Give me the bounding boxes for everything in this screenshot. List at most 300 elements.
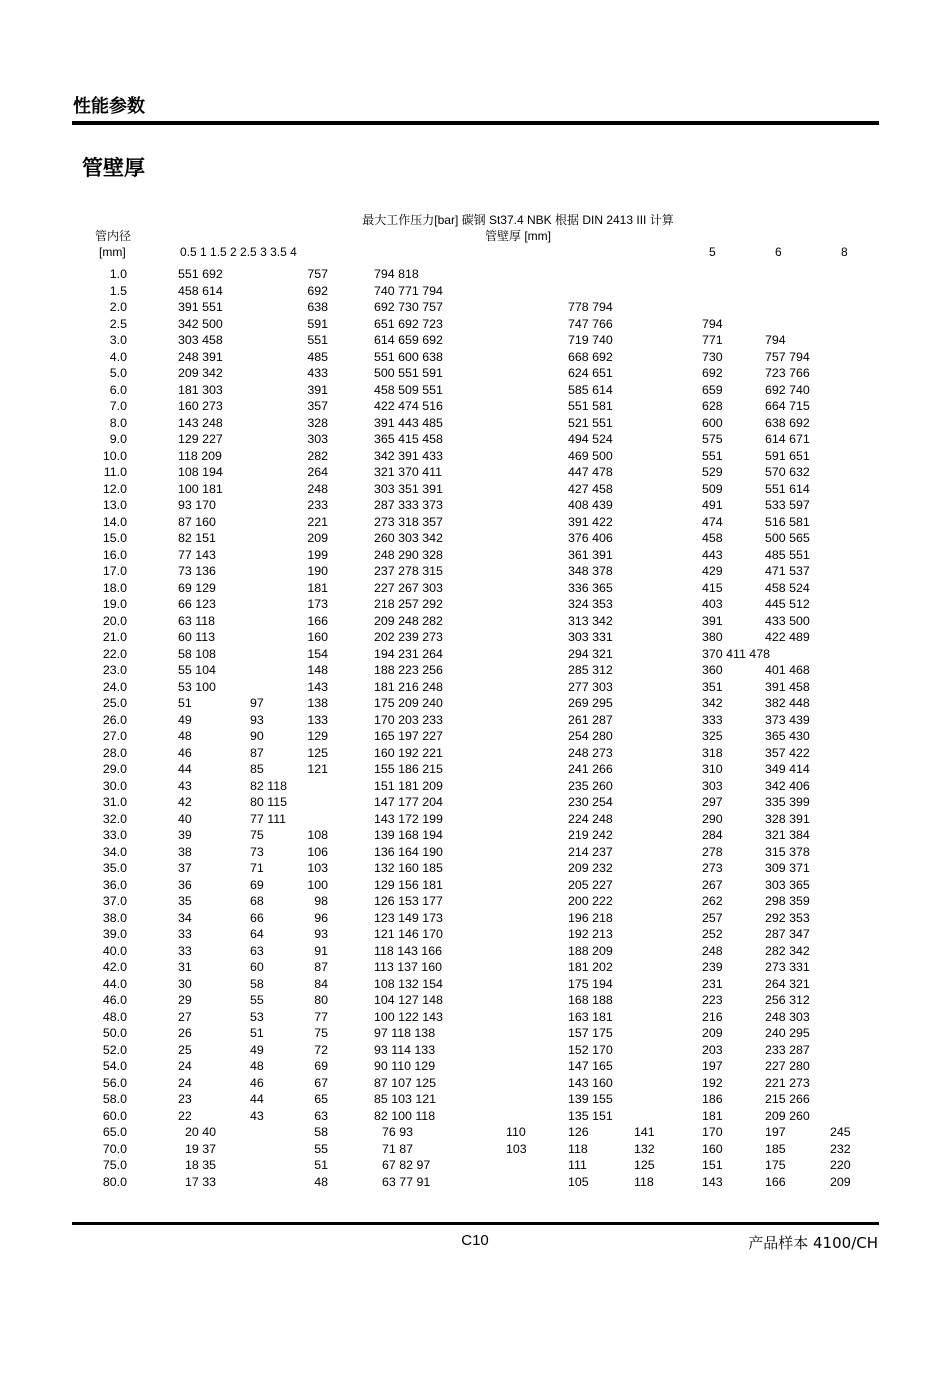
row-diameter-cell: 60.0 [102,1108,127,1123]
table-row [0,1157,950,1173]
pressure-cell: 188 223 256 [374,663,443,677]
pressure-cell: 77 143 [178,547,216,562]
table-row [0,596,950,612]
table-row [0,860,950,876]
pressure-cell: 77 111 [250,811,287,826]
row-diameter-cell: 40.0 [102,943,127,958]
row-diameter-cell: 28.0 [102,745,127,760]
pressure-cell: 17 33 [185,1174,217,1189]
pressure-cell: 58 [314,1125,328,1139]
pressure-cell: 143 [702,1174,723,1189]
pressure-cell: 100 181 [178,481,223,496]
table-row [0,1042,950,1058]
pressure-cell: 126 153 177 [374,894,443,908]
pressure-cell: 218 257 292 [374,597,443,611]
pressure-cell: 132 160 185 [374,861,443,875]
table-row [0,365,950,381]
pressure-cell: 219 242 [568,828,613,842]
table-row [0,1141,950,1157]
pressure-cell: 664 715 [765,399,810,413]
pressure-cell: 651 692 723 [374,316,443,331]
pressure-cell: 214 237 [568,844,613,859]
pressure-cell: 84 [314,976,328,991]
pressure-cell: 69 129 [178,580,216,595]
thickness-col-6: 6 [775,245,782,259]
row-diameter-cell: 20.0 [102,613,127,628]
table-row [0,844,950,860]
pressure-cell: 659 [702,382,723,397]
pressure-cell: 209 [702,1026,723,1040]
row-diameter-cell: 38.0 [102,910,127,925]
table-row [0,893,950,909]
top-rule [72,121,879,125]
pressure-cell: 152 170 [568,1042,613,1057]
row-diameter-cell: 35.0 [102,861,127,875]
pressure-cell: 192 [702,1075,723,1090]
pressure-cell: 103 [506,1141,527,1156]
pressure-cell: 71 87 [382,1141,414,1156]
row-diameter-cell: 7.0 [109,399,127,413]
table-row [0,580,950,596]
pressure-cell: 509 [702,481,723,496]
table-row [0,1108,950,1124]
pressure-cell: 139 168 194 [374,828,443,842]
pressure-cell: 224 248 [568,811,613,826]
pressure-cell: 66 [250,910,264,925]
pressure-cell: 73 136 [178,564,216,578]
pressure-cell: 794 [702,316,723,331]
pressure-cell: 391 443 485 [374,415,443,430]
bottom-rule [72,1222,879,1225]
pressure-cell: 458 [702,531,723,545]
section-title: 性能参数 [73,96,145,117]
pressure-cell: 529 [702,465,723,479]
pressure-cell: 188 209 [568,943,613,958]
pressure-cell: 34 [178,910,192,925]
pressure-cell: 269 295 [568,696,613,710]
table-row [0,547,950,563]
pressure-cell: 624 651 [568,366,613,380]
pressure-cell: 20 40 [185,1125,217,1139]
pressure-cell: 209 [830,1174,851,1189]
pressure-cell: 196 218 [568,910,613,925]
pressure-cell: 106 [307,844,328,859]
pressure-cell: 600 [702,415,723,430]
pressure-cell: 42 [178,795,192,809]
pressure-cell: 474 [702,514,723,529]
table-row [0,811,950,827]
pressure-cell: 160 273 [178,399,223,413]
row-diameter-cell: 16.0 [102,547,127,562]
pressure-cell: 143 160 [568,1075,613,1090]
pressure-cell: 614 671 [765,432,810,446]
pressure-cell: 33 [178,943,192,958]
row-diameter-cell: 5.0 [109,366,127,380]
row-diameter-cell: 1.5 [109,283,127,298]
pressure-cell: 227 280 [765,1059,810,1073]
table-row [0,976,950,992]
pressure-cell: 151 181 209 [374,778,443,793]
pressure-cell: 209 248 282 [374,613,443,628]
pressure-cell: 87 107 125 [374,1075,437,1090]
pressure-cell: 403 [702,597,723,611]
pressure-cell: 232 [830,1141,851,1156]
row-diameter-cell: 26.0 [102,712,127,727]
pressure-cell: 273 [702,861,723,875]
pressure-cell: 223 [702,993,723,1007]
pressure-cell: 324 353 [568,597,613,611]
row-diameter-cell: 50.0 [102,1026,127,1040]
pressure-cell: 190 [307,564,328,578]
pressure-cell: 181 202 [568,960,613,974]
row-diameter-cell: 54.0 [102,1059,127,1073]
pressure-cell: 227 267 303 [374,580,443,595]
pressure-cell: 273 331 [765,960,810,974]
table-row [0,316,950,332]
pressure-cell: 181 [702,1108,723,1123]
pressure-cell: 264 321 [765,976,810,991]
pressure-cell: 138 [307,696,328,710]
pressure-cell: 173 [307,597,328,611]
pressure-cell: 264 [307,465,328,479]
table-row [0,1174,950,1190]
pressure-cell: 551 600 638 [374,349,443,364]
pressure-cell: 170 203 233 [374,712,443,727]
pressure-cell: 373 439 [765,712,810,727]
table-row [0,679,950,695]
pressure-cell: 328 [307,415,328,430]
pressure-cell: 692 740 [765,382,810,397]
pressure-cell: 370 411 478 [702,646,770,661]
pressure-cell: 521 551 [568,415,613,430]
row-diameter-cell: 52.0 [102,1042,127,1057]
pressure-cell: 248 [307,481,328,496]
pressure-cell: 614 659 692 [374,333,443,347]
row-diameter-cell: 58.0 [102,1092,127,1106]
pressure-cell: 778 794 [568,300,613,314]
pressure-cell: 66 123 [178,597,216,611]
pressure-cell: 160 [702,1141,723,1156]
pressure-cell: 19 37 [185,1141,217,1156]
pressure-cell: 771 [702,333,723,347]
pressure-cell: 209 260 [765,1108,810,1123]
row-diameter-cell: 39.0 [102,927,127,941]
pressure-cell: 69 [314,1059,328,1073]
pressure-cell: 96 [314,910,328,925]
pressure-cell: 85 103 121 [374,1092,437,1106]
table-row [0,695,950,711]
pressure-cell: 730 [702,349,723,364]
pressure-cell: 63 [250,943,264,958]
row-diameter-cell: 24.0 [102,679,127,694]
row-diameter-cell: 65.0 [102,1125,127,1139]
pressure-cell: 591 [307,316,328,331]
pressure-cell: 125 [307,745,328,760]
pressure-cell: 36 [178,877,192,892]
pressure-cell: 82 100 118 [374,1108,436,1123]
pressure-cell: 60 [250,960,264,974]
pressure-cell: 58 108 [178,646,216,661]
pressure-cell: 500 551 591 [374,366,443,380]
pressure-cell: 147 165 [568,1059,613,1073]
pressure-cell: 93 [250,712,264,727]
pressure-cell: 108 194 [178,465,223,479]
pressure-cell: 39 [178,828,192,842]
pressure-cell: 44 [250,1092,264,1106]
pressure-cell: 67 82 97 [382,1158,431,1172]
pressure-cell: 638 692 [765,415,810,430]
pressure-cell: 51 [314,1158,328,1172]
table-row [0,349,950,365]
pressure-cell: 287 347 [765,927,810,941]
pressure-cell: 31 [178,960,192,974]
pressure-cell: 391 [702,613,723,628]
pressure-cell: 68 [250,894,264,908]
row-diameter-cell: 15.0 [102,531,127,545]
pressure-cell: 254 280 [568,729,613,743]
table-row [0,398,950,414]
pressure-cell: 348 378 [568,564,613,578]
row-diameter-cell: 56.0 [102,1075,127,1090]
thickness-col-5: 5 [709,245,716,259]
pressure-cell: 85 [250,762,264,776]
table-row [0,382,950,398]
table-row [0,910,950,926]
pressure-cell: 103 [307,861,328,875]
table-row [0,514,950,530]
pressure-cell: 129 227 [178,432,223,446]
pressure-cell: 90 110 129 [374,1059,436,1073]
pressure-cell: 23 [178,1092,192,1106]
pressure-cell: 757 794 [765,349,810,364]
table-row [0,497,950,513]
pressure-cell: 321 384 [765,828,810,842]
pressure-cell: 60 113 [178,630,215,644]
table-row [0,877,950,893]
pressure-cell: 163 181 [568,1009,613,1024]
row-diameter-cell: 33.0 [102,828,127,842]
table-row [0,794,950,810]
pressure-cell: 143 248 [178,415,223,430]
pressure-cell: 747 766 [568,316,613,331]
pressure-cell: 125 [634,1158,655,1172]
pressure-cell: 65 [314,1092,328,1106]
pressure-cell: 240 295 [765,1026,810,1040]
pressure-cell: 303 351 391 [374,481,443,496]
pressure-cell: 485 551 [765,547,810,562]
pressure-cell: 303 365 [765,877,810,892]
pressure-cell: 33 [178,927,192,941]
pressure-cell: 494 524 [568,432,613,446]
table-row [0,530,950,546]
pressure-cell: 429 [702,564,723,578]
pressure-cell: 40 [178,811,192,826]
catalog-label: 产品样本 4100/CH [748,1234,878,1252]
pressure-cell: 469 500 [568,448,613,463]
pressure-cell: 294 321 [568,646,613,661]
pressure-cell: 175 209 240 [374,696,443,710]
table-row [0,926,950,942]
table-row [0,745,950,761]
pressure-cell: 415 [702,580,723,595]
table-row [0,283,950,299]
pressure-cell: 194 231 264 [374,646,443,661]
table-row [0,761,950,777]
pressure-cell: 98 [314,894,328,908]
pressure-cell: 118 209 [178,448,222,463]
pressure-cell: 44 [178,762,192,776]
pressure-cell: 71 [250,861,264,875]
pressure-cell: 285 312 [568,663,613,677]
pressure-cell: 336 365 [568,580,613,595]
pressure-cell: 570 632 [765,465,810,479]
pressure-cell: 160 192 221 [374,745,443,760]
pressure-cell: 93 114 133 [374,1042,436,1057]
pressure-cell: 433 500 [765,613,810,628]
pressure-cell: 282 342 [765,943,810,958]
pressure-cell: 267 [702,877,723,892]
pressure-cell: 335 399 [765,795,810,809]
table-row [0,415,950,431]
pressure-cell: 24 [178,1075,192,1090]
pressure-cell: 231 [702,976,723,991]
row-diameter-cell: 2.0 [109,300,127,314]
pressure-cell: 360 [702,663,723,677]
row-diameter-cell: 3.0 [109,333,127,347]
pressure-cell: 278 [702,844,723,859]
pressure-cell: 181 216 248 [374,679,443,694]
pressure-cell: 166 [765,1174,786,1189]
pressure-cell: 575 [702,432,723,446]
pressure-cell: 27 [178,1009,192,1024]
pressure-cell: 303 [307,432,328,446]
pressure-cell: 723 766 [765,366,810,380]
pressure-cell: 401 468 [765,663,810,677]
pressure-cell: 87 [250,745,264,760]
pressure-cell: 64 [250,927,264,941]
pressure-cell: 77 [314,1009,328,1024]
table-row [0,563,950,579]
pressure-cell: 49 [250,1042,264,1057]
pressure-cell: 58 [250,976,264,991]
pressure-cell: 123 149 173 [374,910,443,925]
pressure-cell: 321 370 411 [374,465,442,479]
pressure-cell: 551 581 [568,399,613,413]
pressure-cell: 303 331 [568,630,613,644]
row-diameter-cell: 32.0 [102,811,127,826]
row-diameter-cell: 42.0 [102,960,127,974]
pressure-cell: 458 614 [178,283,223,298]
pressure-cell: 422 489 [765,630,810,644]
pressure-cell: 132 [634,1141,655,1156]
pressure-cell: 63 [314,1108,328,1123]
row-diameter-cell: 8.0 [109,415,127,430]
pressure-cell: 75 [250,828,264,842]
pressure-cell: 551 [307,333,328,347]
pressure-cell: 51 [178,696,192,710]
pressure-cell: 26 [178,1026,192,1040]
row-diameter-cell: 21.0 [102,630,127,644]
pressure-cell: 284 [702,828,723,842]
pressure-cell: 105 [568,1174,589,1189]
table-subcaption: 管壁厚 [mm] [485,229,551,243]
pressure-cell: 628 [702,399,723,413]
pressure-cell: 197 [765,1125,786,1139]
row-diameter-cell: 9.0 [109,432,127,446]
thickness-col-8: 8 [841,245,848,259]
pressure-cell: 471 537 [765,564,810,578]
pressure-cell: 443 [702,547,723,562]
table-row [0,662,950,678]
row-diameter-cell: 70.0 [102,1141,127,1156]
pressure-cell: 175 [765,1158,786,1172]
unit-header: [mm] [99,245,126,259]
pressure-cell: 97 118 138 [374,1026,436,1040]
table-row [0,827,950,843]
pressure-cell: 139 155 [568,1092,613,1106]
table-row [0,332,950,348]
pressure-cell: 757 [307,267,328,281]
pressure-cell: 215 266 [765,1092,810,1106]
pressure-cell: 551 [702,448,723,463]
pressure-cell: 310 [702,762,723,776]
table-row [0,712,950,728]
pressure-cell: 292 353 [765,910,810,925]
pressure-cell: 143 172 199 [374,811,443,826]
pressure-cell: 87 160 [178,514,216,529]
row-diameter-cell: 29.0 [102,762,127,776]
pressure-cell: 365 415 458 [374,432,443,446]
pressure-cell: 205 227 [568,877,613,892]
pressure-cell: 157 175 [568,1026,613,1040]
pressure-cell: 133 [307,712,328,727]
table-row [0,464,950,480]
pressure-cell: 382 448 [765,696,810,710]
pressure-cell: 38 [178,844,192,859]
row-diameter-cell: 23.0 [102,663,127,677]
table-row [0,299,950,315]
pressure-cell: 46 [178,745,192,760]
pressure-cell: 241 266 [568,762,613,776]
table-row [0,943,950,959]
pressure-cell: 166 [307,613,328,628]
pressure-cell: 447 478 [568,465,613,479]
pressure-cell: 342 500 [178,316,223,331]
pressure-cell: 349 414 [765,762,810,776]
pressure-cell: 82 118 [250,778,287,793]
pressure-cell: 197 [702,1059,723,1073]
pressure-cell: 257 [702,910,723,925]
pressure-cell: 351 [702,679,723,694]
pressure-cell: 93 170 [178,498,216,512]
pressure-cell: 203 [702,1042,723,1057]
row-diameter-cell: 31.0 [102,795,127,809]
pressure-cell: 80 115 [250,795,287,809]
pressure-cell: 298 359 [765,894,810,908]
table-row [0,1091,950,1107]
pressure-cell: 433 [307,366,328,380]
pressure-cell: 175 194 [568,976,613,991]
pressure-cell: 209 [307,531,328,545]
pressure-cell: 22 [178,1108,192,1123]
pressure-cell: 151 [702,1158,723,1172]
table-caption: 最大工作压力[bar] 碳钢 St37.4 NBK 根据 DIN 2413 III 计算 [362,213,674,227]
pressure-cell: 500 565 [765,531,810,545]
pressure-cell: 458 509 551 [374,382,443,397]
table-row [0,959,950,975]
pressure-cell: 485 [307,349,328,364]
pressure-cell: 63 77 91 [382,1174,431,1189]
